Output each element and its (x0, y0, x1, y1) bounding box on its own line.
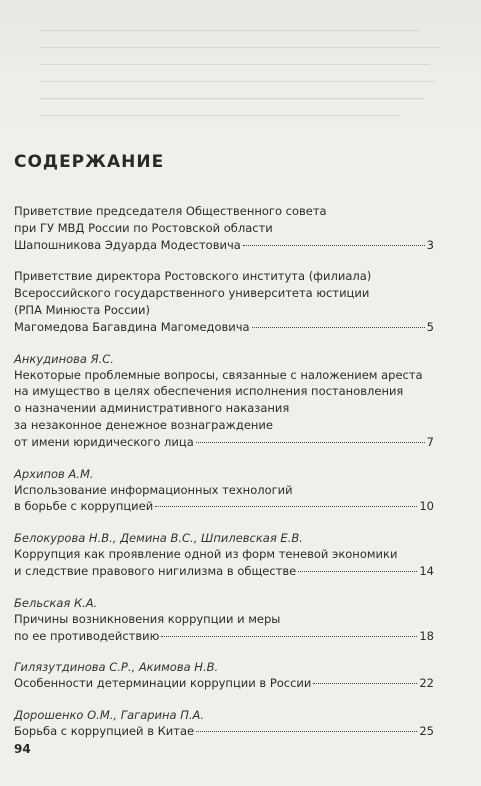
toc-entry-title-line: в борьбе с коррупцией (14, 499, 154, 514)
dot-leader (243, 245, 425, 246)
toc-entry (14, 351, 434, 451)
toc-entry-title-line: Использование информационных технологий (14, 482, 293, 497)
toc-entry (14, 268, 434, 335)
toc-entry-title-line: и следствие правового нигилизма в обществе (14, 563, 297, 578)
toc-entry-page: 14 (419, 563, 434, 578)
toc-entry (14, 707, 434, 740)
dot-leader (196, 442, 425, 443)
toc-entry (14, 659, 434, 692)
toc-entry-page: 22 (419, 676, 434, 691)
toc-entry-page: 7 (426, 434, 434, 449)
toc-entry-title-line: Причины возникновения коррупции и меры (14, 611, 281, 626)
toc-entry-last-line (14, 675, 434, 692)
toc-entry-title-line: (РПА Минюста России) (14, 302, 150, 317)
toc-entry-title-line: Приветствие директора Ростовского института (филиала) (14, 269, 372, 284)
toc-entry-title-line: Особенности детерминации коррупции в России (14, 676, 312, 691)
toc-entry-authors: Архипов А.М. (14, 466, 94, 481)
dot-leader (252, 327, 425, 328)
toc-entry-last-line (14, 723, 434, 740)
toc-entry-authors: Гилязутдинова С.Р., Акимова Н.В. (14, 660, 219, 675)
toc-entry-page: 5 (426, 319, 434, 334)
toc-entry (14, 530, 434, 580)
page-number: 94 (14, 742, 31, 756)
toc-entry-title-line: на имущество в целях обеспечения исполнения постановления (14, 384, 404, 399)
toc-entry (14, 203, 434, 253)
toc-entry-last-line (14, 563, 434, 580)
dot-leader (298, 571, 417, 572)
toc-entry-authors: Белокурова Н.В., Демина В.С., Шпилевская Е.В. (14, 531, 303, 546)
toc-entry-title-line: по ее противодействию (14, 628, 160, 643)
dot-leader (161, 636, 417, 637)
table-of-contents (14, 203, 434, 755)
toc-entry-last-line (14, 498, 434, 515)
toc-entry-title-line: Коррупция как проявление одной из форм теневой экономики (14, 547, 398, 562)
dot-leader (313, 683, 417, 684)
toc-entry (14, 466, 434, 516)
dot-leader (155, 506, 417, 507)
toc-entry-title-line: Приветствие председателя Общественного совета (14, 204, 327, 218)
toc-entry-title-line: от имени юридического лица (14, 434, 194, 449)
toc-entry-last-line (14, 237, 434, 254)
toc-entry-page: 18 (419, 628, 434, 643)
page-title: СОДЕРЖАНИЕ (14, 152, 165, 172)
toc-entry-title-line: о назначении административного наказания (14, 401, 290, 416)
toc-entry-authors: Бельская К.А. (14, 595, 98, 610)
toc-entry-title-line: Магомедова Багавдина Магомедовича (14, 319, 250, 334)
toc-entry (14, 595, 434, 645)
toc-entry-title-line: за незаконное денежное вознаграждение (14, 417, 273, 432)
toc-entry-authors: Анкудинова Я.С. (14, 351, 114, 366)
toc-entry-page: 10 (419, 499, 434, 514)
toc-entry-last-line (14, 319, 434, 336)
toc-entry-title-line: при ГУ МВД России по Ростовской области (14, 220, 273, 235)
toc-entry-page: 3 (426, 237, 434, 252)
toc-entry-title-line: Некоторые проблемные вопросы, связанные с наложением ареста (14, 367, 423, 382)
show-through-text (0, 0, 481, 140)
toc-entry-authors: Дорошенко О.М., Гагарина П.А. (14, 708, 205, 723)
toc-entry-last-line (14, 628, 434, 645)
toc-entry-page: 25 (419, 724, 434, 739)
toc-entry-title-line: Шапошникова Эдуарда Модестовича (14, 237, 241, 252)
dot-leader (196, 731, 417, 732)
toc-entry-title-line: Борьба с коррупцией в Китае (14, 724, 195, 739)
toc-entry-last-line (14, 434, 434, 451)
toc-entry-title-line: Всероссийского государственного университета юстиции (14, 286, 370, 301)
